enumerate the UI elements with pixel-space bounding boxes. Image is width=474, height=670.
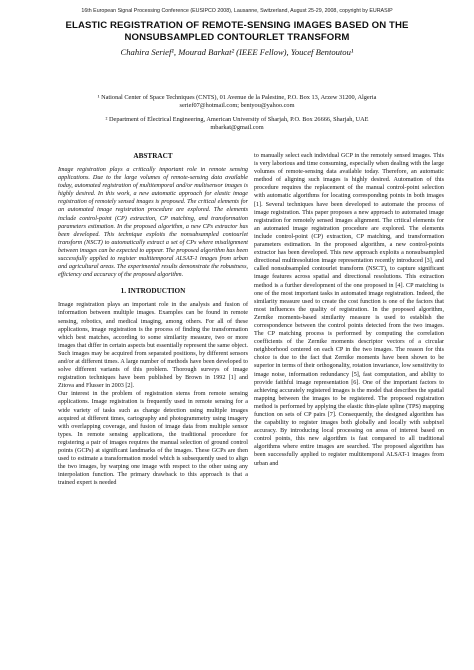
introduction-paragraph-2: Our interest in the problem of registration stems from remote sensing applications. Image registration is frequently used in remote sensing for a wide variety of tasks such as change detection using multiple images acquired at different times, cartography and photogrammetry using imagery with overlapping coverage, and fusion of image data from multiple sensor types. In remote sensing applications, the traditional procedure for registering a pair of images requires the manual selection of ground control points (GCPs) at significant landmarks of the images. These GCPs are then used to estimate a transformation model which is subsequently used to align the two images, by warping one image with respect to the other using any interpolation function. The primary drawback to this approach is that a trained expert is needed (58, 391, 248, 487)
introduction-paragraph-1: Image registration plays an important role in the analysis and fusion of information between multiple images. Examples can be found in remote sensing, robotics, and medical imaging, among others. For all of these applications, image registration is the process of finding the transformation which best matches, according to some similarity measure, two or more images that differ in certain aspects but essentially represent the same object. Such images may be acquired from separated positions, by different sensors and/or at different times. A large number of methods have been developed to solve different variants of this problem. Thorough surveys of image registration techniques have been published by Brown in 1992 [1] and Zitova and Flusser in 2003 [2]. (58, 302, 248, 390)
abstract-heading: ABSTRACT (133, 152, 173, 160)
affiliation-2 (40, 116, 434, 131)
affiliation-1-emails: serief07@hotmail.com; bentyou@yahoo.com (179, 101, 295, 109)
right-column (254, 152, 444, 468)
abstract-text: Image registration plays a critically important role in remote sensing applications. Due to the large volumes of remote-sensing data available today, automated registration of multitemporal and/or multisensor images is highly desired. In this work, a new automatic approach for elastic image registration of remotely sensed images is proposed. The critical elements for an automated image registration procedure are explored. The elements include control-point (CP) extraction, CP matching, and transformation parameters estimation. In the proposed algorithm, a new CPs extractor has been developed. This technique exploits the nonsubsampled contourlet transform (NSCT) to automatically extract a set of CPs where misalignment between images can be expected to appear. The proposed algorithm has been successfully applied to register multitemporal ALSAT-1 images from urban and agricultural areas. The experimental results demonstrate the robustness, efficiency and accuracy of the proposed algorithm. (58, 167, 248, 279)
affiliation-2-address: ² Department of Electrical Engineering, American University of Sharjah, P.O. Box 26666, Sharjah, UAE (105, 116, 369, 123)
introduction-heading: 1. INTRODUCTION (120, 287, 186, 296)
paper-title (40, 20, 434, 43)
affiliation-2-email: mbarkat@gmail.com (210, 123, 264, 131)
left-column (58, 152, 248, 487)
title-line-2: NONSUBSAMPLED CONTOURLET TRANSFORM (124, 31, 350, 43)
right-column-text: to manually select each individual GCP in the remotely sensed images. This is very laborious and time consuming, especially when dealing with the large volumes of remote-sensing data available today. Therefore, an automatic method of aligning such images is highly desired. Automation of this procedure requires the replacement of the manual control-point selection with automatic algorithms for locating corresponding points in both images [1]. Several techniques have been developed to automate the process of image registration. This paper proposes a new approach to automated image registration for remotely sensed images alignment. The critical elements for an automated image registration procedure are explored. The elements include control-point (CP) extraction, CP matching, and transformation parameters estimation. In the proposed algorithm, a new control-points extractor has been developed. This new approach exploits a nonsubsampled directional multiresolution image representation recently introduced [3], and called nonsubsampled contourlet transform (NSCT), to capture significant image features across spatial and directional resolutions. This extraction method is a further development of the one proposed in [4]. CP matching is one of the most important tasks in automated image registration. Indeed, the similarity measure used to create the cost function is one of the factors that most influences the quality of registration. In the proposed algorithm, Zernike moments-based similarity measure is used to establish the correspondence between the control points detected from the two images. The CP matching process is performed by computing the correlation coefficients of the Zernike moments descriptor vectors of a circular neighborhood centered on each CP in the two images. The reason for this choice is due to the fact that Zernike moments have been shown to be superior in terms of their orthogonality, rotation invariance, low sensitivity to image noise, information redundancy [5], fast computation, and ability to provide faithful image representation [6]. One of the important factors to achieving accurately registered images is the model that describes the spatial mapping between the images to be registered. The proposed registration method is performed by applying the elastic thin-plate spline (TPS) mapping function on sets of CP pairs [7]. Consequently, the designed algorithm has the capability to register images both globally and locally with subpixel accuracy. By introducing local processing on areas of interest based on control points, this new algorithm is fast compared to all traditional algorithms where entire images are searched. The proposed algorithm has been successfully applied to register multitemporal ALSAT-1 images from urban and (254, 153, 444, 467)
affiliation-1 (40, 94, 434, 109)
title-line-1: ELASTIC REGISTRATION OF REMOTE-SENSING IMAGES BASED ON THE (65, 20, 409, 31)
affiliation-1-address: ¹ National Center of Space Techniques (CNTS), 01 Avenue de la Palestine, P.O. Box 13, Arzew 31200, Algeria (97, 94, 377, 101)
author-list: Chahira Serief¹, Mourad Barkat² (IEEE Fellow), Youcef Bentoutou¹ (120, 47, 354, 57)
running-head: 16th European Signal Processing Conference (EUSIPCO 2008), Lausanne, Switzerland, August 25-29, 2008, copyright by EURASIP (81, 8, 393, 14)
